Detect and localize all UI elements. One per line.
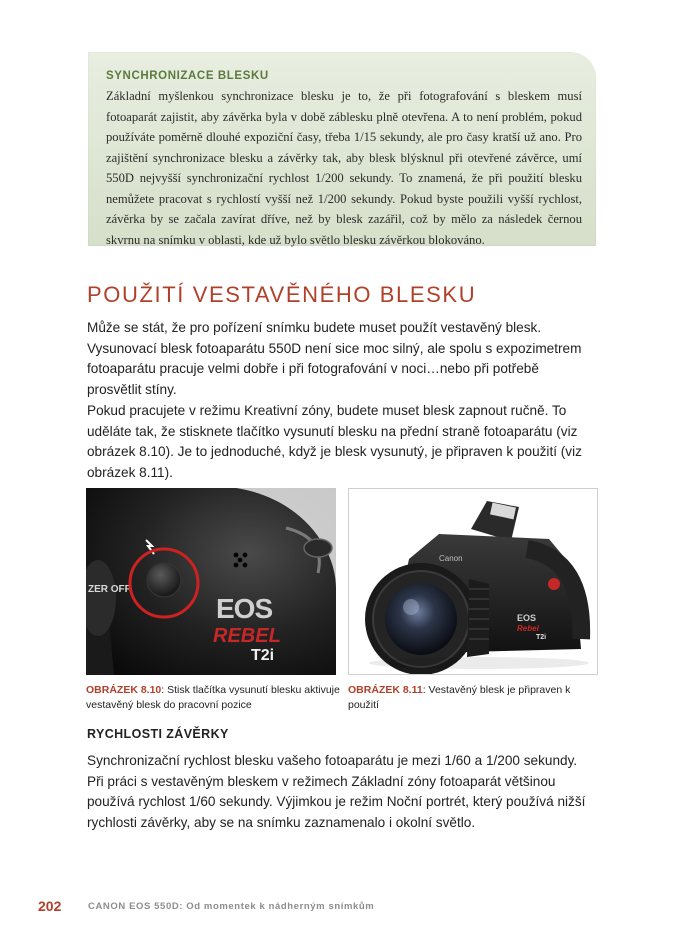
subsection-title: RYCHLOSTI ZÁVĚRKY <box>87 727 229 741</box>
camera-with-flash-illustration <box>349 489 597 674</box>
flash-button-icon <box>147 563 181 597</box>
canon-brand: Canon <box>439 554 463 563</box>
note-body: Základní myšlenkou synchronizace blesku je to, že při fotografování s bleskem musí fotoaparát zajistit, aby závěrka byla v době záblesku plně otevřena. A to není problém, pokud používáte poměrně dlouhé expoziční časy, třeba 1/15 sekundy, ale pro časy kratší už ano. Pro zajištění synchronizace blesku a závěrky tak, aby blesk blýsknul při otevřené závěrce, umí 550D nejvyšší synchronizační rychlost 1/200 sekundy. To znamená, že při použití blesku nemůžete pracovat s rychlostí vyšší než 1/200 sekundy. Pokud byste použili vyšší rychlost, závěrka by se začala zavírat dříve, než by blesk zazářil, což by mělo za následek černou skvrnu na snímku v oblasti, kde už bylo světlo blesku závěrkou blokováno. <box>106 89 582 247</box>
section-title: POUŽITÍ VESTAVĚNÉHO BLESKU <box>87 282 477 307</box>
running-head: CANON EOS 550D: Od momentek k nádherným snímkům <box>88 901 375 912</box>
note-title: SYNCHRONIZACE BLESKU <box>106 70 269 82</box>
figure-8-10-photo <box>86 488 336 675</box>
page-number: 202 <box>38 898 62 914</box>
figure-8-10-label: OBRÁZEK 8.10 <box>86 684 162 696</box>
dial-label: ZER OFF <box>88 584 131 595</box>
rebel-small-logo: Rebel <box>517 624 539 633</box>
red-lamp-icon <box>548 578 560 590</box>
subsection-paragraph: Synchronizační rychlost blesku vašeho fotoaparátu je mezi 1/60 a 1/200 sekundy. Při práci s vestavěným bleskem v režimech Základní zóny fotoaparát většinou používá rychlost 1/60 sekundy. Výjimkou je režim Noční portrét, který používá nižší rychlosti závěrky, aby se na snímku zaznamenalo i okolní světlo. <box>87 753 586 830</box>
eos-logo: EOS <box>216 593 273 624</box>
section-paragraph-1: Může se stát, že pro pořízení snímku budete muset použít vestavěný blesk. Vysunovací blesk fotoaparátu 550D není sice moc silný, ale spolu s expozimetrem fotoaparátu pracuje velmi dobře i při fotografování v noci…nebo při potřebě prosvětlit stíny. <box>87 320 582 397</box>
model-suffix: T2i <box>251 647 275 664</box>
figure-8-10-caption-text: : Stisk tlačítka vysunutí blesku aktivuje vestavěný blesk do pracovní pozice <box>86 684 340 711</box>
figure-8-11-photo <box>348 488 598 675</box>
rebel-logo: REBEL <box>213 625 281 647</box>
figure-8-11-label: OBRÁZEK 8.11 <box>348 684 423 696</box>
section-paragraph-2: Pokud pracujete v režimu Kreativní zóny, budete muset blesk zapnout ručně. To uděláte tak, že stisknete tlačítko vysunutí blesku na přední straně fotoaparátu (viz obrázek 8.10). Je to jednoduché, když je blesk vysunutý, je připraven k použití (viz obrázek 8.11). <box>87 403 582 480</box>
figure-8-11-caption-text: : Vestavěný blesk je připraven k použití <box>348 684 571 711</box>
eos-small-logo: EOS <box>517 613 537 623</box>
t2i-small-logo: T2i <box>536 634 547 641</box>
figure-8-11-caption <box>348 683 604 713</box>
camera-closeup-illustration <box>86 488 336 675</box>
figure-8-10-caption <box>86 683 342 713</box>
